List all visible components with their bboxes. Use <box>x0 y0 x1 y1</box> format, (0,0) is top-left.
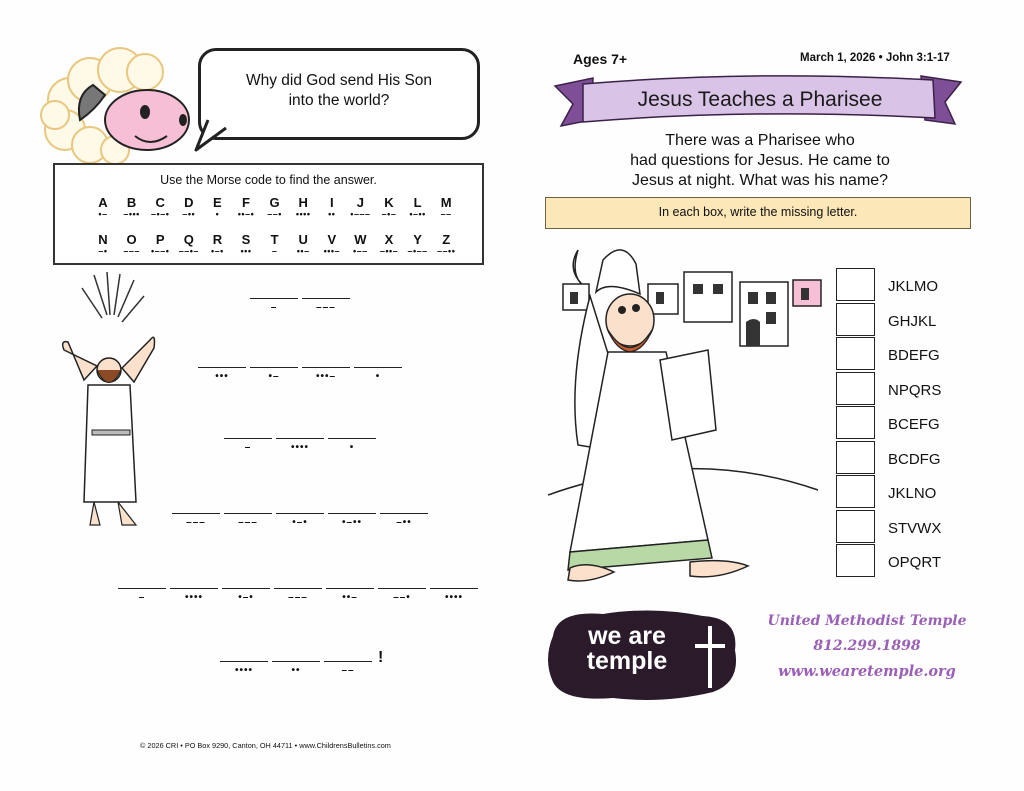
letter-sequence: JKLMO <box>888 278 939 295</box>
blank-morse-code: •• <box>291 665 301 676</box>
morse-letter: D <box>184 195 194 210</box>
church-contact <box>762 609 972 684</box>
answer-blank[interactable] <box>326 588 374 604</box>
morse-code: •– <box>98 209 108 219</box>
morse-code: ––• <box>267 209 282 219</box>
morse-letter: Y <box>413 232 422 247</box>
blank-morse-code: •–•• <box>341 517 363 528</box>
morse-code: –•–• <box>151 209 170 219</box>
answer-blank[interactable] <box>328 513 376 529</box>
morse-code: •••– <box>323 246 341 256</box>
blank-morse-code: ––– <box>186 517 206 528</box>
answer-blank[interactable] <box>276 513 324 529</box>
blank-morse-code: •–• <box>292 517 308 528</box>
blank-morse-code: •••• <box>184 592 203 603</box>
blank-morse-code: ––• <box>393 592 411 603</box>
blank-morse-code: • <box>349 442 355 453</box>
morse-letter: K <box>384 195 394 210</box>
morse-letter: A <box>98 195 108 210</box>
morse-letter: C <box>155 195 165 210</box>
morse-code: •–– <box>353 246 368 256</box>
morse-letter: S <box>241 232 251 247</box>
instruction-box: In each box, write the missing letter. <box>545 197 971 229</box>
morse-code: ––•– <box>178 246 199 256</box>
answer-blank[interactable] <box>276 438 324 454</box>
logo-text-line-1: we are <box>588 622 666 650</box>
letter-answer-box[interactable] <box>836 406 875 439</box>
story-line-3: Jesus at night. What was his name? <box>631 172 889 189</box>
blank-morse-code: ––– <box>316 302 336 313</box>
answer-blank[interactable] <box>250 298 298 314</box>
morse-letter: H <box>298 195 308 210</box>
answer-blank[interactable] <box>220 661 268 677</box>
morse-code: •––• <box>151 246 170 256</box>
exclamation-mark: ! <box>378 649 384 666</box>
letter-sequence: BCDFG <box>888 450 941 468</box>
morse-letter: M <box>440 195 452 210</box>
morse-code: ••– <box>296 246 310 256</box>
pharisee-illustration <box>548 240 828 590</box>
morse-letter: Z <box>442 232 451 247</box>
letter-answer-box[interactable] <box>836 441 875 474</box>
blank-morse-code: ––– <box>288 592 308 603</box>
letter-sequence: OPQRT <box>888 554 942 571</box>
church-name: United Methodist Temple <box>767 613 967 629</box>
morse-code: ––– <box>123 246 140 256</box>
blank-morse-code: –– <box>341 665 355 676</box>
letter-sequence: BDEFG <box>888 347 940 364</box>
bubble-line-1: Why did God send His Son <box>245 72 433 89</box>
answer-blank[interactable] <box>328 438 376 454</box>
blank-morse-code: – <box>270 302 278 313</box>
letter-answer-box[interactable] <box>836 544 875 577</box>
answer-blank[interactable] <box>274 588 322 604</box>
blank-morse-code: –•• <box>396 517 412 528</box>
morse-letter: T <box>270 232 279 247</box>
blank-morse-code: •••– <box>315 371 337 382</box>
morse-letter: E <box>213 195 222 210</box>
church-website: www.wearetemple.org <box>778 663 956 680</box>
letter-sequence: JKLNO <box>888 485 937 502</box>
morse-code: ––•• <box>437 246 456 256</box>
answer-blank[interactable] <box>118 588 166 604</box>
age-label: Ages 7+ <box>573 51 628 67</box>
blank-morse-code: •••• <box>290 442 309 453</box>
morse-letter: B <box>126 195 137 210</box>
logo-text <box>577 624 677 674</box>
morse-letter: G <box>269 195 280 210</box>
date-scripture: March 1, 2026 • John 3:1-17 <box>800 52 950 64</box>
morse-letter: Q <box>183 232 194 247</box>
answer-blank[interactable] <box>378 588 426 604</box>
bubble-line-2: into the world? <box>288 92 390 109</box>
morse-letter: O <box>126 232 137 247</box>
morse-code: –•–– <box>407 246 428 256</box>
answer-blank[interactable] <box>222 588 270 604</box>
letter-sequence: STVWX <box>888 519 942 537</box>
answer-blank[interactable] <box>302 367 350 383</box>
morse-code: • <box>215 209 220 219</box>
answer-blank[interactable] <box>224 438 272 454</box>
letter-answer-box[interactable] <box>836 268 875 301</box>
story-text <box>590 131 930 191</box>
morse-puzzle-blanks <box>0 0 512 700</box>
morse-letter: L <box>413 195 422 210</box>
answer-blank[interactable] <box>380 513 428 529</box>
morse-instruction: Use the Morse code to find the answer. <box>160 173 377 187</box>
blank-morse-code: – <box>244 442 252 453</box>
morse-code: – <box>271 246 278 256</box>
morse-code: –••– <box>379 246 399 256</box>
blank-morse-code: – <box>138 592 146 603</box>
church-phone: 812.299.1898 <box>813 638 921 654</box>
answer-blank[interactable] <box>198 367 246 383</box>
letter-answer-box[interactable] <box>836 303 875 336</box>
copyright-footer: © 2026 CRI • PO Box 9290, Canton, OH 44711 • www.ChildrensBulletins.com <box>140 741 391 750</box>
morse-code: –• <box>98 246 108 256</box>
morse-letter: I <box>329 195 334 210</box>
letter-answer-box[interactable] <box>836 510 875 543</box>
answer-blank[interactable] <box>324 661 372 677</box>
blank-morse-code: •••• <box>444 592 463 603</box>
blank-morse-code: •–• <box>238 592 254 603</box>
answer-blank[interactable] <box>430 588 478 604</box>
blank-morse-code: •••• <box>234 665 253 676</box>
morse-letter: V <box>327 232 337 247</box>
blank-morse-code: ––– <box>238 517 258 528</box>
morse-letter: J <box>356 195 364 210</box>
story-line-1: There was a Pharisee who <box>665 132 855 149</box>
morse-code: •––– <box>350 209 371 219</box>
morse-code: ••• <box>240 246 252 256</box>
letter-sequence: BCEFG <box>888 416 940 433</box>
answer-blank[interactable] <box>170 588 218 604</box>
logo-text-line-2: temple <box>586 647 668 675</box>
morse-letter: R <box>212 232 223 247</box>
answer-blank[interactable] <box>272 661 320 677</box>
morse-code: •–•• <box>409 209 426 219</box>
page-title: Jesus Teaches a Pharisee <box>637 88 883 111</box>
morse-letter: F <box>242 195 250 210</box>
blank-morse-code: •– <box>268 371 280 382</box>
morse-code: –••• <box>123 209 140 219</box>
morse-letter: N <box>98 232 108 247</box>
morse-code: –•– <box>381 209 397 219</box>
letter-sequence: NPQRS <box>888 381 942 399</box>
letter-sequence: GHJKL <box>888 312 937 330</box>
morse-code: •• <box>328 209 336 219</box>
answer-blank[interactable] <box>302 298 350 314</box>
morse-code: –•• <box>182 209 196 219</box>
story-line-2: had questions for Jesus. He came to <box>630 152 890 169</box>
letter-answer-box[interactable] <box>836 337 875 370</box>
morse-code: –– <box>440 209 452 219</box>
answer-blank[interactable] <box>354 367 402 383</box>
morse-letter: W <box>354 232 367 247</box>
answer-blank[interactable] <box>172 513 220 529</box>
morse-letter: U <box>298 232 308 247</box>
letter-answer-box[interactable] <box>836 372 875 405</box>
morse-letter: X <box>384 232 394 247</box>
morse-code: •–• <box>210 246 224 256</box>
blank-morse-code: • <box>375 371 381 382</box>
morse-letter: P <box>155 232 165 247</box>
morse-code: ••–• <box>237 209 255 219</box>
answer-blank[interactable] <box>224 513 272 529</box>
letter-answer-box[interactable] <box>836 475 875 508</box>
answer-blank[interactable] <box>250 367 298 383</box>
blank-morse-code: ••• <box>215 371 229 382</box>
morse-code: •••• <box>295 209 311 219</box>
blank-morse-code: ••– <box>342 592 358 603</box>
